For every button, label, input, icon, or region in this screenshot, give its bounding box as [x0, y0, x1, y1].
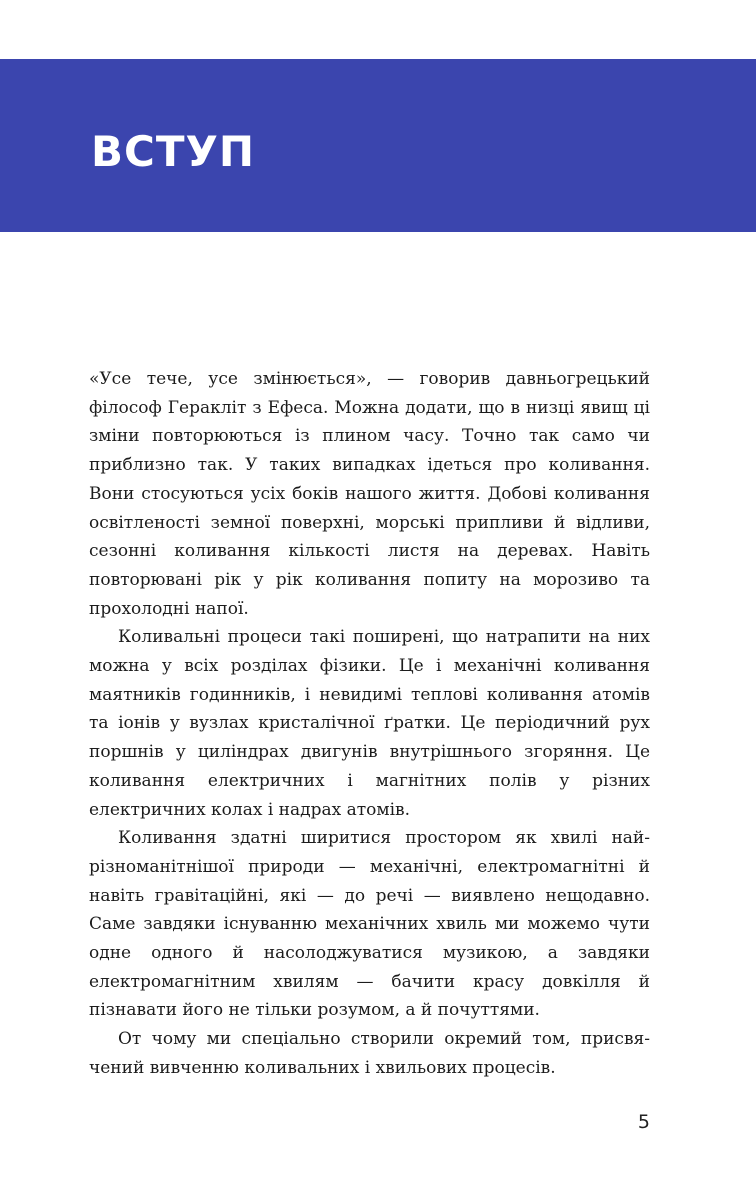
- paragraph-1: «Усе тече, усе змінюється», — говорив давньогрецький філософ Геракліт з Ефеса. Можна додати, що в низці явищ ці зміни повторюються із плином часу. Точно так само чи приблизно так. У таких випадках ідеться про коливання. Вони стосуються усіх боків нашого життя. Добові коливання освітленості земної поверхні, морські припливи й відливи, сезонні коливання кількості листя на деревах. Навіть повторювані рік у рік коливання попиту на морозиво та прохолодні напої.: [89, 369, 650, 619]
- paragraph-3: Коливання здатні ширитися простором як хвилі найрізноманітнішої природи — механічні, електромагнітні й навіть гравітаційні, які — до речі — виявлено нещодавно. Саме завдяки існуванню механічних хвиль ми можемо чути одне одного й насолоджуватися музикою, а завдяки електромагнітним хвилям — бачити красу довкілля й пізнавати його не тільки розумом, а й почуттями.: [89, 828, 650, 1021]
- page-number: 5: [637, 1111, 650, 1133]
- paragraph-4: От чому ми спеціально створили окремий том, присвячений вивченню коливальних і хвильових процесів.: [89, 1029, 650, 1078]
- body-text: [89, 365, 650, 1083]
- paragraph-2: Коливальні процеси такі поширені, що натрапити на них можна у всіх розділах фізики. Це і механічні коливання маятників годинників, і невидимі теплові коливання атомів та іонів у вузлах кристалічної ґратки. Це періодичний рух поршнів у циліндрах двигунів внутрішнього згоряння. Це коливання електричних і магнітних полів у різних електричних колах і надрах атомів.: [89, 627, 650, 820]
- chapter-title: ВСТУП: [91, 127, 256, 176]
